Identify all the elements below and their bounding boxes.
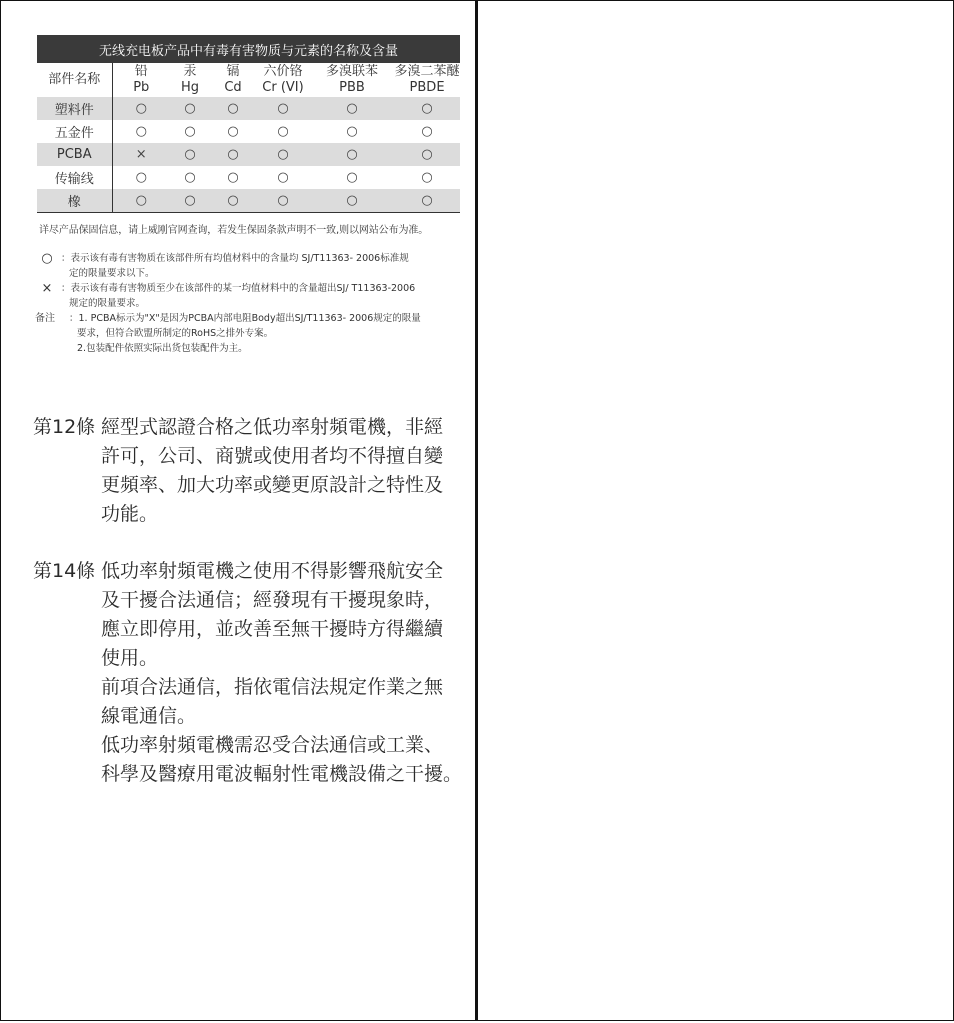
cross-icon: × bbox=[41, 281, 53, 296]
table-cell-mark: ○ bbox=[170, 143, 210, 166]
row-part-name: 橡 bbox=[37, 189, 112, 213]
table-row bbox=[37, 189, 460, 213]
article-line: 前項合法通信，指依電信法規定作業之無 bbox=[101, 676, 444, 698]
article-line: 線電通信。 bbox=[101, 705, 197, 727]
table-cell-mark: ○ bbox=[184, 124, 196, 139]
article-line: 使用。 bbox=[101, 647, 159, 669]
header-hg: 汞 Hg bbox=[180, 64, 200, 95]
table-cell-mark: ○ bbox=[421, 124, 433, 139]
right-page-blank bbox=[477, 0, 954, 1021]
table-cell-mark: ○ bbox=[210, 143, 256, 166]
row-part-name: PCBA bbox=[37, 143, 112, 166]
table-cell-mark: ○ bbox=[112, 97, 170, 120]
legend-circle bbox=[35, 251, 465, 281]
legend-circle-text: ：表示该有毒有害物质在该部件所有均值材料中的含量均 SJ/T11363- 2006标准规 定的限量要求以下。 bbox=[61, 253, 409, 279]
table-cell-mark: × bbox=[112, 143, 170, 166]
header-pbde: 多溴二苯醚 PBDE bbox=[394, 64, 460, 95]
table-cell-mark: ○ bbox=[346, 170, 358, 185]
article-line: 及干擾合法通信；經發現有干擾現象時， bbox=[101, 589, 444, 611]
article-line: 功能。 bbox=[101, 503, 159, 525]
legend-cross bbox=[35, 281, 465, 311]
table-cell-mark: ○ bbox=[256, 97, 310, 120]
table-row bbox=[37, 166, 460, 189]
table-cell-mark: ○ bbox=[346, 124, 358, 139]
article-line: 經型式認證合格之低功率射頻電機，非經 bbox=[101, 416, 444, 438]
table-row bbox=[37, 97, 460, 120]
table-cell-mark: ○ bbox=[394, 143, 460, 166]
table-cell-mark: ○ bbox=[256, 143, 310, 166]
article-12 bbox=[33, 413, 463, 529]
article-line: 科學及醫療用電波輻射性電機設備之干擾。 bbox=[101, 763, 463, 785]
table-cell-mark: ○ bbox=[112, 189, 170, 213]
article-line: 低功率射頻電機之使用不得影響飛航安全 bbox=[101, 560, 444, 582]
header-cr6: 六价铬 Cr (VI) bbox=[262, 64, 304, 95]
legend-remark-text: ：1. PCBA标示为"X"是因为PCBA内部电阻Body超出SJ/T11363- 2006规定的限量 要求，但符合欧盟所制定的RoHS之排外专案。 2.包装配件依照实际出货包装配件为主。 bbox=[69, 313, 421, 354]
table-cell-mark: ○ bbox=[184, 170, 196, 185]
hazard-substance-table bbox=[37, 35, 460, 213]
remark-label: 备注 bbox=[35, 313, 55, 324]
table-cell-mark: ○ bbox=[277, 170, 289, 185]
row-part-name: 五金件 bbox=[37, 120, 112, 143]
warranty-note: 详尽产品保固信息，请上威刚官网查询，若发生保固条款声明不一致,则以网站公布为准。 bbox=[39, 225, 429, 236]
table-cell-mark: ○ bbox=[394, 97, 460, 120]
table-cell-mark: ○ bbox=[135, 170, 147, 185]
table-cell-mark: ○ bbox=[210, 189, 256, 213]
article-number: 第14條 bbox=[33, 560, 96, 582]
article-body bbox=[101, 413, 463, 529]
legend-remark bbox=[35, 311, 465, 356]
article-line: 應立即停用，並改善至無干擾時方得繼續 bbox=[101, 618, 444, 640]
table-header-row bbox=[37, 63, 460, 97]
table-cell-mark: ○ bbox=[394, 189, 460, 213]
article-line: 許可，公司、商號或使用者均不得擅自變 bbox=[101, 445, 444, 467]
table-cell-mark: ○ bbox=[170, 189, 210, 213]
article-line: 更頻率、加大功率或變更原設計之特性及 bbox=[101, 474, 444, 496]
circle-icon: ○ bbox=[41, 251, 53, 266]
table-cell-mark: ○ bbox=[227, 170, 239, 185]
table-cell-mark: ○ bbox=[227, 124, 239, 139]
article-14 bbox=[33, 557, 463, 789]
table-cell-mark: ○ bbox=[277, 124, 289, 139]
row-part-name: 塑料件 bbox=[37, 97, 112, 120]
legend-cross-text: ：表示该有毒有害物质至少在该部件的某一均值材料中的含量超出SJ/ T11363-2006 规定的限量要求。 bbox=[61, 283, 416, 309]
header-part-name: 部件名称 bbox=[37, 63, 112, 97]
article-body bbox=[101, 557, 463, 789]
table-title: 无线充电板产品中有毒有害物质与元素的名称及含量 bbox=[37, 35, 460, 63]
table-cell-mark: ○ bbox=[135, 124, 147, 139]
table-cell-mark: ○ bbox=[310, 97, 394, 120]
table-cell-mark: ○ bbox=[421, 170, 433, 185]
row-part-name: 传输线 bbox=[37, 166, 112, 189]
table-cell-mark: ○ bbox=[210, 97, 256, 120]
article-number: 第12條 bbox=[33, 416, 96, 438]
table-row bbox=[37, 143, 460, 166]
table-cell-mark: ○ bbox=[310, 189, 394, 213]
table-cell-mark: ○ bbox=[256, 189, 310, 213]
header-cd: 镉 Cd bbox=[224, 64, 242, 95]
table-cell-mark: ○ bbox=[170, 97, 210, 120]
header-pbb: 多溴联苯 PBB bbox=[325, 64, 378, 95]
table-row bbox=[37, 120, 460, 143]
table-cell-mark: ○ bbox=[310, 143, 394, 166]
header-pb: 铅 Pb bbox=[133, 64, 150, 95]
article-line: 低功率射頻電機需忍受合法通信或工業、 bbox=[101, 734, 444, 756]
